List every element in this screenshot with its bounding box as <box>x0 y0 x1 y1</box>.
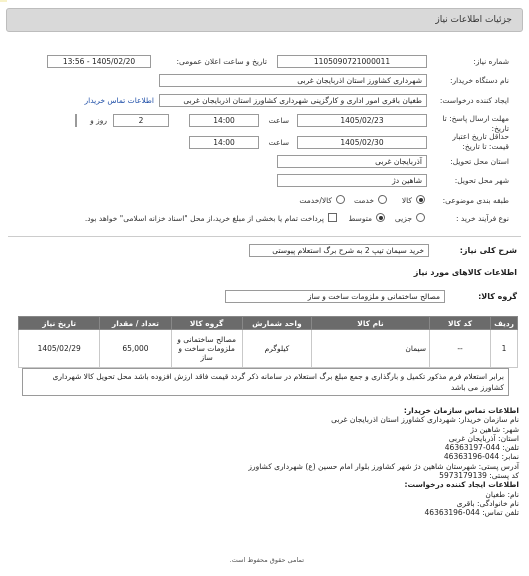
days-label: روز و <box>90 116 107 125</box>
table-row[interactable] <box>19 330 518 368</box>
process-radio-medium[interactable] <box>376 213 385 222</box>
buyer-field: شهرداری کشاورز استان اذربایجان غربی <box>159 74 427 87</box>
divider <box>8 236 521 237</box>
col-group: گروه کالا <box>171 317 242 330</box>
deadline-label: مهلت ارسال پاسخ: تا تاریخ: <box>442 114 509 133</box>
process-label: نوع فرآیند خرید : <box>455 214 509 223</box>
province-label: استان محل تحویل: <box>450 157 509 166</box>
col-name: نام کالا <box>312 317 430 330</box>
cell-name: سیمان <box>312 330 430 368</box>
creator-last-name: نام خانوادگی: باقری <box>456 498 519 508</box>
cell-unit: کیلوگرم <box>242 330 311 368</box>
subject-option-goods: کالا <box>401 196 412 205</box>
process-option-medium: متوسط <box>348 214 372 223</box>
contact-org-title: اطلاعات تماس سازمان خریدار: <box>403 406 519 415</box>
goods-description: برابر استعلام فرم مذکور تکمیل و بارگذاری و جمع مبلغ برگ استعلام در سامانه ذکر گردد قیمت فاقد ارزش افزوده باشد محل تحویل کالا شهرداری کشاورز می باشد <box>22 368 509 396</box>
announce-field: 1405/02/20 - 13:56 <box>47 55 151 68</box>
contact-city: شهر: شاهین دژ <box>470 424 519 434</box>
creator-info-title: اطلاعات ایجاد کننده درخواست: <box>404 480 519 490</box>
contact-postal: کد پستی: 5973179139 <box>439 471 519 481</box>
contact-address: آدرس پستی: شهرستان شاهین دژ شهر کشاورز بلوار امام حسین (ع) شهرداری کشاورز <box>248 461 519 471</box>
subject-radio-both[interactable] <box>336 195 345 204</box>
buyer-contact-link[interactable]: اطلاعات تماس خریدار <box>84 96 154 105</box>
validity-label: حداقل تاریخ اعتبار قیمت: تا تاریخ: <box>452 132 509 151</box>
deadline-date-field: 1405/02/23 <box>297 114 427 127</box>
subject-label: طبقه بندی موضوعی: <box>442 196 509 205</box>
footer-copyright: تمامی حقوق محفوظ است. <box>229 556 304 564</box>
days-field: 2 <box>113 114 169 127</box>
col-code: کد کالا <box>430 317 491 330</box>
need-number-field: 1105090721000011 <box>277 55 427 68</box>
summary-field: خرید سیمان تیپ 2 به شرح برگ استعلام پیوستی <box>249 244 429 257</box>
validity-time-label: ساعت <box>268 138 289 147</box>
announce-label: تاریخ و ساعت اعلان عمومی: <box>176 57 267 66</box>
validity-date-field: 1405/02/30 <box>297 136 427 149</box>
subject-radio-goods[interactable] <box>416 195 425 204</box>
deadline-time-label: ساعت <box>268 116 289 125</box>
cell-qty: 65,000 <box>100 330 171 368</box>
process-option-minor: جزیی <box>394 214 412 223</box>
col-date: تاریخ نیاز <box>19 317 100 330</box>
contact-province: استان: آذربایجان غربی <box>448 433 519 443</box>
col-index: ردیف <box>491 317 518 330</box>
buyer-contact-section <box>19 406 519 518</box>
subject-option-both: کالا/خدمت <box>299 196 332 205</box>
contact-org-name: نام سازمان خریدار: شهرداری کشاورز استان اذربایجان غربی <box>331 415 519 425</box>
province-field: آذربایجان غربی <box>277 155 427 168</box>
col-unit: واحد شمارش <box>242 317 311 330</box>
payment-note: پرداخت تمام یا بخشی از مبلغ خرید،از محل "اسناد خزانه اسلامی" خواهد بود. <box>84 214 324 223</box>
page-title: جزئیات اطلاعات نیاز <box>435 15 512 25</box>
buyer-label: نام دستگاه خریدار: <box>449 76 509 85</box>
cell-code: -- <box>430 330 491 368</box>
col-qty: تعداد / مقدار <box>100 317 171 330</box>
cell-date: 1405/02/29 <box>19 330 100 368</box>
subject-option-service: خدمت <box>354 196 374 205</box>
city-field: شاهین دژ <box>277 174 427 187</box>
city-label: شهر محل تحویل: <box>454 176 509 185</box>
goods-section-title: اطلاعات کالاهای مورد نیاز <box>413 268 517 277</box>
process-radio-minor[interactable] <box>416 213 425 222</box>
creator-label: ایجاد کننده درخواست: <box>439 96 509 105</box>
page-header <box>6 8 523 32</box>
need-number-label: شماره نیاز: <box>473 57 509 66</box>
goods-table <box>18 316 518 368</box>
table-header-row <box>19 317 518 330</box>
goods-group-field: مصالح ساختمانی و ملزومات ساخت و ساز <box>225 290 445 303</box>
goods-group-label: گروه کالا: <box>478 292 517 301</box>
creator-first-name: نام: طغیان <box>485 489 519 499</box>
subject-radio-service[interactable] <box>378 195 387 204</box>
spacer <box>75 114 77 127</box>
validity-time-field: 14:00 <box>189 136 259 149</box>
deadline-time-field: 14:00 <box>189 114 259 127</box>
cell-group: مصالح ساختمانی و ملزومات ساخت و ساز <box>171 330 242 368</box>
cell-index: 1 <box>491 330 518 368</box>
creator-phone: تلفن تماس: 044-46363196 <box>424 508 519 518</box>
contact-phone: تلفن: 044-46363197 <box>444 443 519 453</box>
payment-checkbox[interactable] <box>328 213 337 222</box>
contact-fax: نمابر: 044-46363196 <box>443 452 519 462</box>
summary-label: شرح کلی نیاز: <box>459 246 517 255</box>
creator-field: طغیان باقری امور اداری و کارگزینی شهرداری کشاورز استان اذربایجان غربی <box>159 94 427 107</box>
